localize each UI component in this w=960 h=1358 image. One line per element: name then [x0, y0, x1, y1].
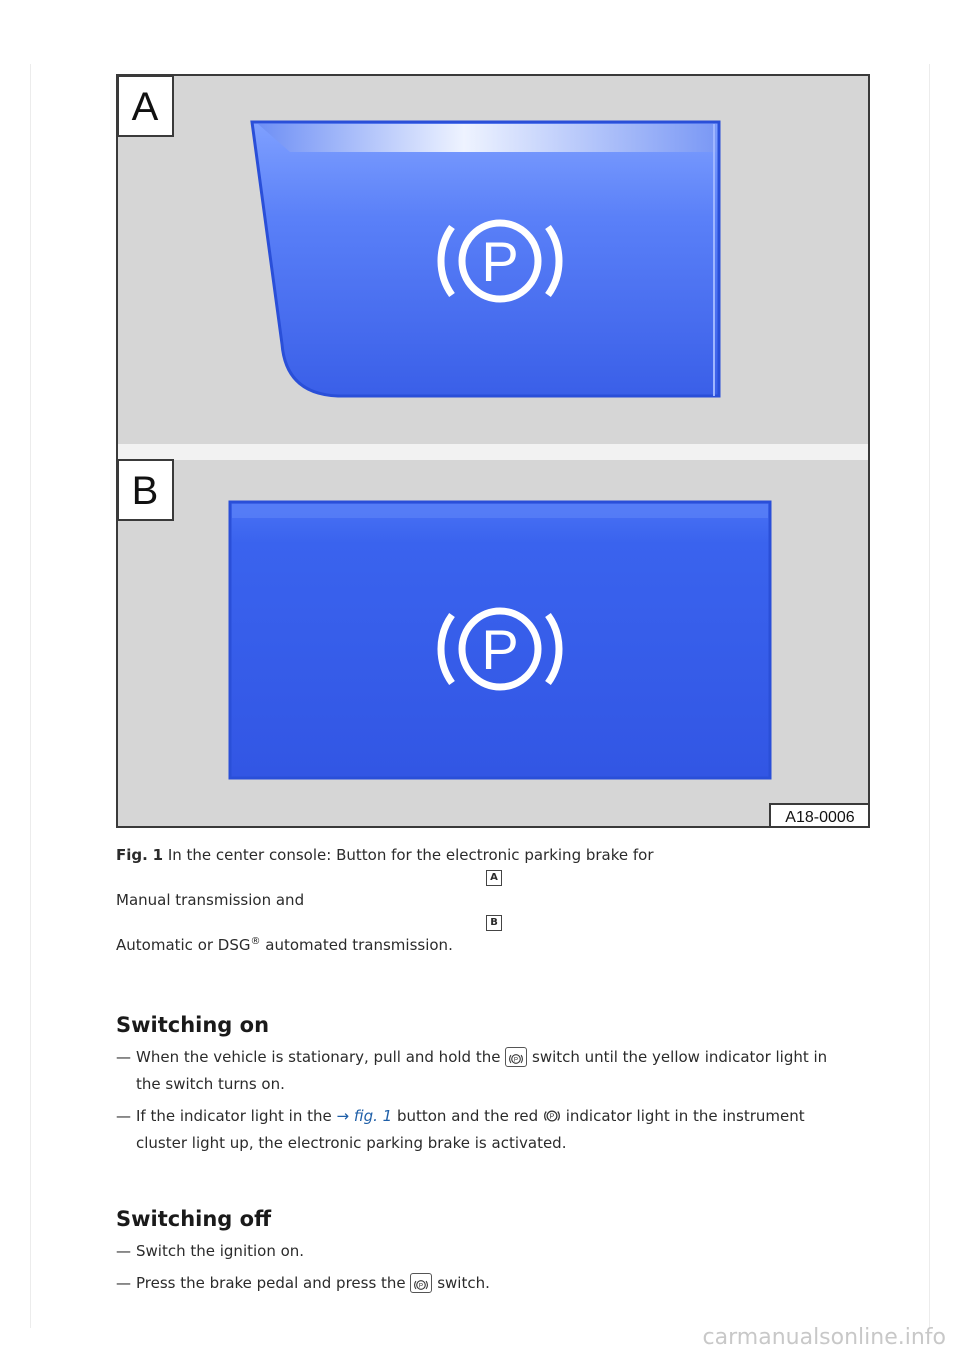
svg-text:P: P: [419, 1282, 424, 1290]
figure-illustration: [118, 76, 868, 826]
box-label-b: B: [486, 915, 502, 931]
parking-brake-icon: [410, 1273, 432, 1293]
arrow-icon: →: [336, 1107, 350, 1125]
svg-text:P: P: [514, 1056, 519, 1064]
item-continuation: cluster light up, the electronic parking brake is activated.: [136, 1134, 567, 1152]
list-item: [116, 1270, 876, 1297]
svg-text:A: A: [131, 85, 159, 129]
panel-divider: [118, 444, 868, 460]
figure-caption-line3: [116, 936, 453, 954]
svg-text:B: B: [131, 469, 159, 513]
panel-b-label: [118, 460, 173, 520]
box-label-a: A: [486, 870, 502, 886]
list-item: [116, 1238, 876, 1265]
dash: —: [116, 1048, 131, 1066]
dash: —: [116, 1274, 131, 1292]
item-continuation: the switch turns on.: [136, 1075, 285, 1093]
caption-text: In the center console: Button for the electronic parking brake for: [167, 846, 654, 864]
dash: —: [116, 1242, 131, 1260]
svg-text:P: P: [481, 230, 519, 293]
figure-link[interactable]: [337, 1107, 393, 1125]
left-margin-line: [30, 64, 31, 1328]
item-text: switch until the yellow indicator light in: [532, 1048, 828, 1066]
list-item: [116, 1103, 876, 1157]
svg-text:A18-0006: A18-0006: [785, 809, 855, 826]
item-text: indicator light in the instrument: [565, 1107, 805, 1125]
svg-text:P: P: [549, 1112, 555, 1121]
item-text: When the vehicle is stationary, pull and hold the: [136, 1048, 501, 1066]
figure-caption-line1: [116, 846, 654, 864]
right-margin-line: [929, 64, 930, 1328]
figure-caption-line2: Manual transmission and: [116, 891, 305, 909]
section-title-switching-off: Switching off: [116, 1207, 272, 1231]
item-text: button and the red: [396, 1107, 539, 1125]
registered-mark: ®: [250, 936, 261, 947]
watermark: carmanualsonline.info: [702, 1325, 946, 1350]
section-title-switching-on: Switching on: [116, 1013, 270, 1037]
parking-brake-icon: [505, 1047, 527, 1067]
dash: —: [116, 1107, 131, 1125]
parking-brake-icon: [543, 1106, 561, 1122]
panel-a-label: [118, 76, 173, 136]
list-item: [116, 1044, 876, 1098]
caption-line3-text: Automatic or DSG: [116, 936, 251, 954]
item-text: switch.: [437, 1274, 490, 1292]
figure-number: 1: [152, 846, 164, 864]
item-text: Press the brake pedal and press the: [136, 1274, 406, 1292]
figure-link-text: fig. 1: [353, 1107, 393, 1125]
item-text: Switch the ignition on.: [136, 1242, 305, 1260]
figure-label: Fig.: [116, 846, 148, 864]
figure-code: [770, 804, 868, 826]
caption-line3-end: automated transmission.: [260, 936, 453, 954]
svg-text:P: P: [481, 618, 519, 681]
parking-brake-figure: [116, 74, 870, 828]
item-text: If the indicator light in the: [136, 1107, 332, 1125]
